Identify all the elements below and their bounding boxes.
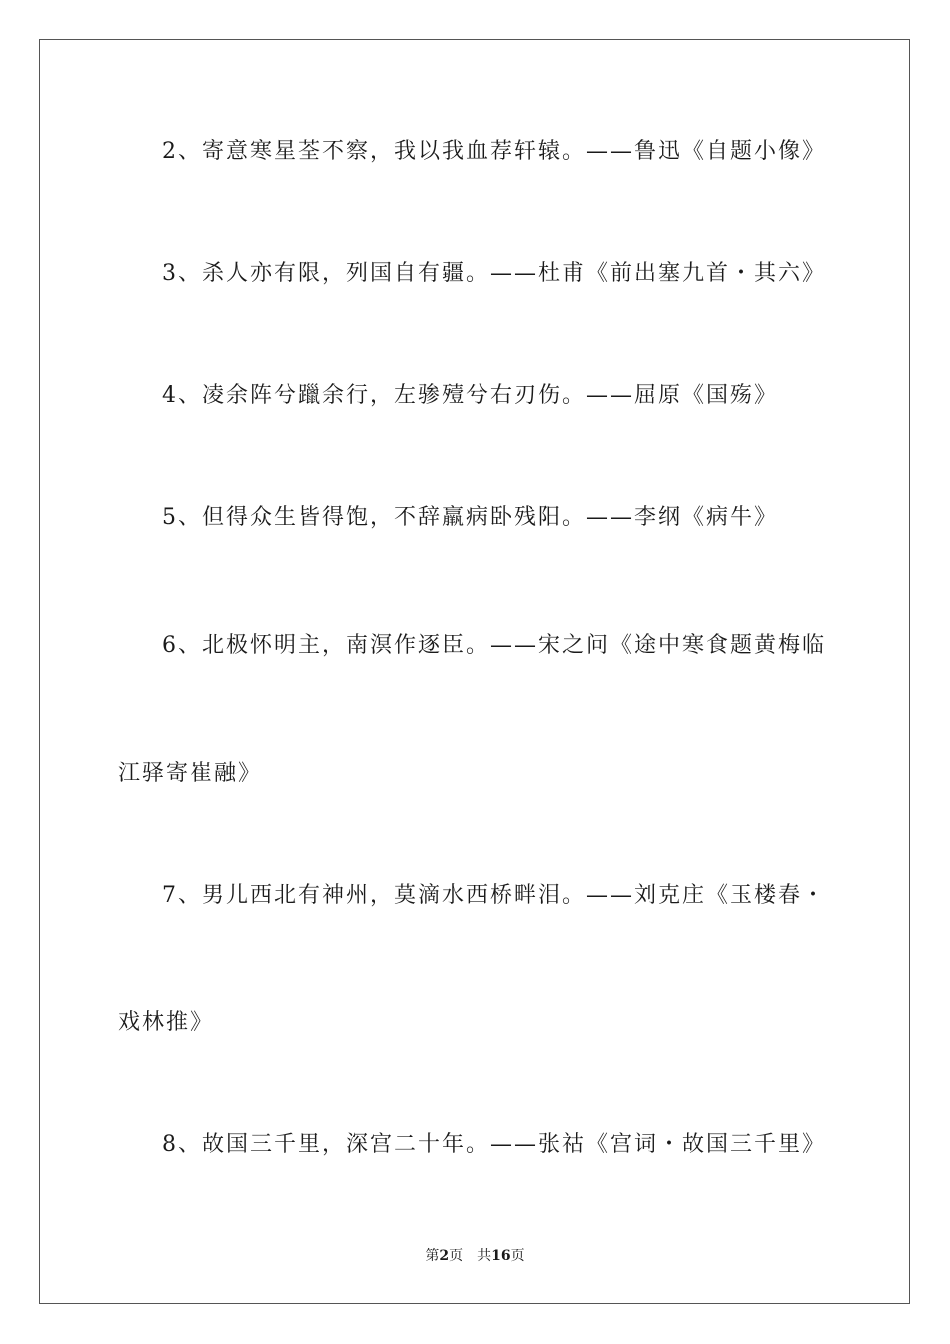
footer-total-prefix: 共 <box>477 1248 492 1264</box>
poem-line-2: 2、寄意寒星荃不察，我以我血荐轩辕。——鲁迅《自题小像》 <box>162 139 826 164</box>
poem-line-7: 7、男儿西北有神州，莫滴水西桥畔泪。——刘克庄《玉楼春・ <box>162 883 826 908</box>
poem-line-7-continued: 戏林推》 <box>118 1010 215 1035</box>
current-page-number: 2 <box>439 1248 450 1264</box>
page-border <box>39 39 910 1304</box>
poem-line-6-continued: 江驿寄崔融》 <box>118 761 263 786</box>
page-footer <box>0 1246 950 1266</box>
footer-total-suffix: 页 <box>510 1248 525 1264</box>
poem-line-8: 8、故国三千里，深宫二十年。——张祜《宫词・故国三千里》 <box>162 1132 826 1157</box>
footer-prefix: 第 <box>425 1248 440 1264</box>
poem-line-6: 6、北极怀明主，南溟作逐臣。——宋之问《途中寒食题黄梅临 <box>162 633 826 658</box>
total-page-number: 16 <box>491 1248 511 1264</box>
poem-line-4: 4、凌余阵兮躐余行，左骖殪兮右刃伤。——屈原《国殇》 <box>162 383 778 408</box>
poem-line-5: 5、但得众生皆得饱，不辞羸病卧残阳。——李纲《病牛》 <box>162 505 778 530</box>
poem-line-3: 3、杀人亦有限，列国自有疆。——杜甫《前出塞九首・其六》 <box>162 261 826 286</box>
footer-page-suffix: 页 <box>449 1248 464 1264</box>
